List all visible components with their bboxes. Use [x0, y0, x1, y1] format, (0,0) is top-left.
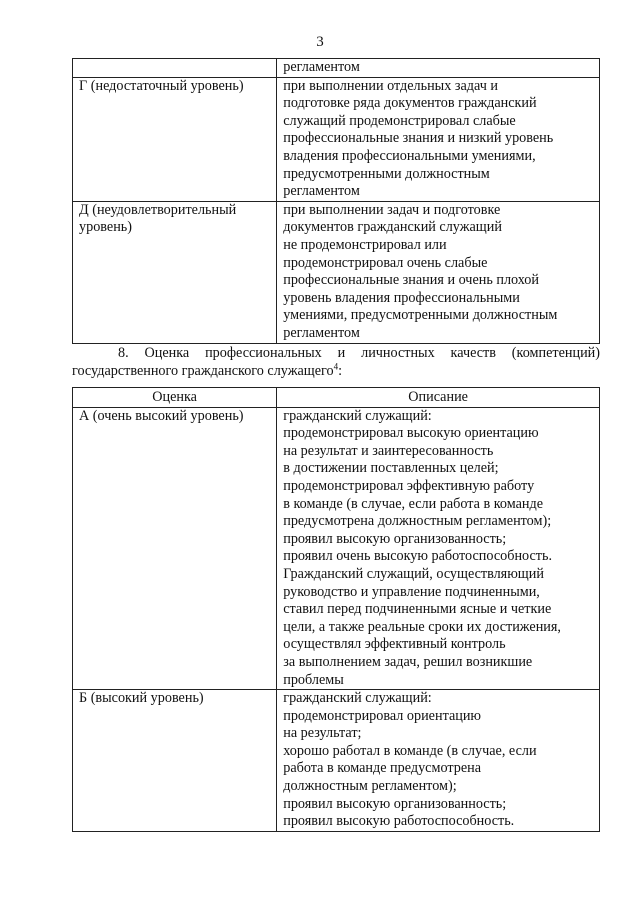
description-line: продемонстрировал очень слабые: [283, 254, 488, 271]
description-line: подготовке ряда документов гражданский: [283, 95, 537, 112]
grade-table-continued: [72, 58, 600, 344]
grade-line: Д (неудовлетворительный: [79, 201, 237, 218]
description-line: в достижении поставленных целей;: [283, 460, 499, 477]
table-row: [73, 59, 600, 78]
section-8-heading: [72, 345, 600, 380]
table-row: [73, 201, 600, 343]
description-line: Гражданский служащий, осуществляющий: [283, 565, 544, 582]
header-description: Описание: [277, 388, 600, 408]
grade-cell: [73, 201, 277, 343]
table-header-row: [73, 388, 600, 408]
grade-line: уровень): [79, 219, 132, 236]
description-cell: [277, 407, 600, 690]
table-row: [73, 77, 600, 201]
description-line: служащий продемонстрировал слабые: [283, 112, 516, 129]
description-line: регламентом: [283, 59, 360, 75]
footnote-mark: 4: [333, 360, 339, 371]
description-line: проявил высокую работоспособность.: [283, 813, 515, 830]
grade-cell: [73, 77, 277, 201]
description-line: ставил перед подчиненными ясные и четкие: [283, 601, 552, 618]
grade-line: А (очень высокий уровень): [79, 407, 244, 424]
description-line: проблемы: [283, 671, 344, 688]
table-row: [73, 690, 600, 832]
description-line: гражданский служащий:: [283, 690, 432, 707]
description-line: продемонстрировал высокую ориентацию: [283, 425, 539, 442]
description-line: регламентом: [283, 324, 360, 341]
description-cell: [277, 77, 600, 201]
description-line: не продемонстрировал или: [283, 236, 447, 253]
description-line: осуществлял эффективный контроль: [283, 636, 506, 653]
description-line: за выполнением задач, решил возникшие: [283, 653, 533, 670]
section-8-line-1: 8. Оценка профессиональных и личностных качеств (компетенций): [118, 345, 600, 361]
grade-cell: [73, 59, 277, 78]
description-line: владения профессиональными умениями,: [283, 147, 536, 164]
description-line: на результат;: [283, 725, 362, 742]
description-line: документов гражданский служащий: [283, 219, 502, 236]
description-line: в команде (в случае, если работа в команде: [283, 495, 544, 512]
description-line: проявил высокую организованность;: [283, 530, 507, 547]
description-line: проявил высокую организованность;: [283, 795, 507, 812]
description-cell: [277, 201, 600, 343]
description-line: уровень владения профессиональными: [283, 289, 520, 306]
description-line: профессиональные знания и очень плохой: [283, 272, 539, 289]
grade-cell: [73, 407, 277, 690]
description-line: работа в команде предусмотрена: [283, 760, 482, 777]
page-number: 3: [316, 34, 324, 50]
description-line: проявил очень высокую работоспособность.: [283, 548, 553, 565]
description-cell: [277, 690, 600, 832]
description-line: гражданский служащий:: [283, 407, 432, 424]
description-line: на результат и заинтересованность: [283, 442, 494, 459]
description-line: умениями, предусмотренными должностным: [283, 307, 558, 324]
section-8-line-2: государственного гражданского служащего$^4$:: [72, 360, 343, 379]
competency-grade-table: [72, 387, 600, 832]
description-line: должностным регламентом);: [283, 778, 457, 795]
description-line: предусмотренными должностным: [283, 165, 490, 182]
description-line: профессиональные знания и низкий уровень: [283, 130, 554, 147]
description-line: хорошо работал в команде (в случае, если: [283, 742, 537, 759]
table-row: [73, 407, 600, 690]
grade-line: Г (недостаточный уровень): [79, 77, 244, 94]
description-line: предусмотрена должностным регламентом);: [283, 513, 552, 530]
description-line: цели, а также реальные сроки их достижения,: [283, 618, 561, 635]
description-line: продемонстрировал ориентацию: [283, 707, 482, 724]
description-line: при выполнении отдельных задач и: [283, 77, 498, 94]
grade-cell: [73, 690, 277, 832]
header-grade: Оценка: [73, 388, 277, 408]
grade-line: Б (высокий уровень): [79, 690, 204, 707]
description-line: продемонстрировал эффективную работу: [283, 477, 535, 494]
description-cell: [277, 59, 600, 78]
description-line: при выполнении задач и подготовке: [283, 201, 501, 218]
description-line: руководство и управление подчиненными,: [283, 583, 540, 600]
description-line: регламентом: [283, 183, 360, 200]
